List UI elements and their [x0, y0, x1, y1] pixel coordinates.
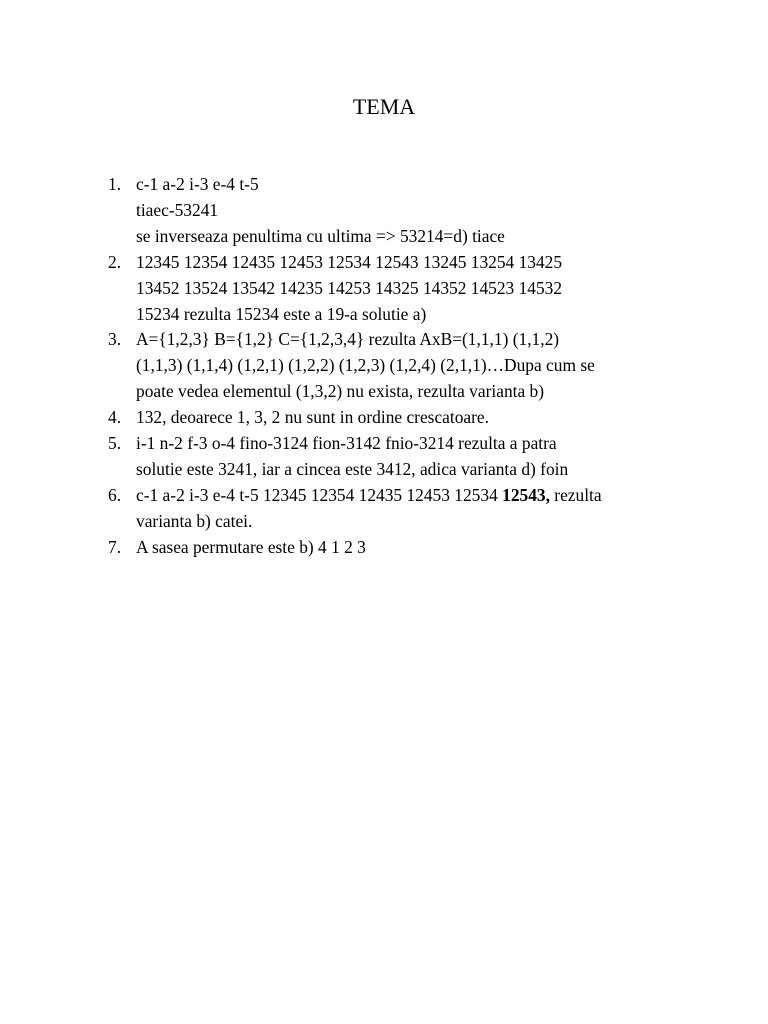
item-line: A={1,2,3} B={1,2} C={1,2,3,4} rezulta AxB=(1,1,1) (1,1,2)	[136, 329, 560, 350]
item-line: 13452 13524 13542 14235 14253 14325 14352 14523 14532	[136, 277, 563, 298]
item-number: 5.	[108, 433, 122, 454]
item-line: i-1 n-2 f-3 o-4 fino-3124 fion-3142 fnio-3214 rezulta a patra	[136, 433, 557, 454]
item-line: se inverseaza penultima cu ultima => 53214=d) tiace	[136, 225, 505, 246]
item-number: 6.	[108, 484, 122, 505]
item-line: (1,1,3) (1,1,4) (1,2,1) (1,2,2) (1,2,3) (1,2,4) (2,1,1)…Dupa cum se	[136, 355, 595, 376]
answer-list	[108, 172, 708, 561]
item-line: c-1 a-2 i-3 e-4 t-5	[136, 174, 259, 194]
item-line: solutie este 3241, iar a cincea este 3412, adica varianta d) foin	[136, 458, 569, 479]
list-item-3	[108, 327, 708, 405]
item-number: 7.	[108, 536, 122, 557]
bold-highlight: 12543,	[502, 484, 550, 505]
item-line: varianta b) catei.	[136, 510, 253, 531]
list-item-5	[108, 431, 708, 483]
item-line: 15234 rezulta 15234 este a 19-a solutie a)	[136, 303, 427, 324]
item-line: poate vedea elementul (1,3,2) nu exista, rezulta varianta b)	[136, 381, 545, 402]
list-item-7	[108, 535, 708, 561]
page-title: TEMA	[352, 94, 416, 119]
item-line	[136, 483, 708, 509]
item-line: 132, deoarece 1, 3, 2 nu sunt in ordine crescatoare.	[136, 407, 489, 428]
list-item-6	[108, 483, 708, 535]
item-number: 2.	[108, 251, 122, 272]
item-line: A sasea permutare este b) 4 1 2 3	[136, 536, 366, 557]
item-number: 4.	[108, 407, 122, 428]
item-line: 12345 12354 12435 12453 12534 12543 13245 13254 13425	[136, 251, 563, 272]
item-text: c-1 a-2 i-3 e-4 t-5 12345 12354 12435 12453 12534	[136, 484, 503, 505]
item-number: 1.	[108, 174, 122, 194]
list-item-2	[108, 250, 708, 328]
item-number: 3.	[108, 329, 122, 350]
item-line: tiaec-53241	[136, 199, 219, 220]
list-item-1	[108, 172, 708, 250]
item-text: rezulta	[549, 484, 602, 505]
list-item-4	[108, 405, 708, 431]
